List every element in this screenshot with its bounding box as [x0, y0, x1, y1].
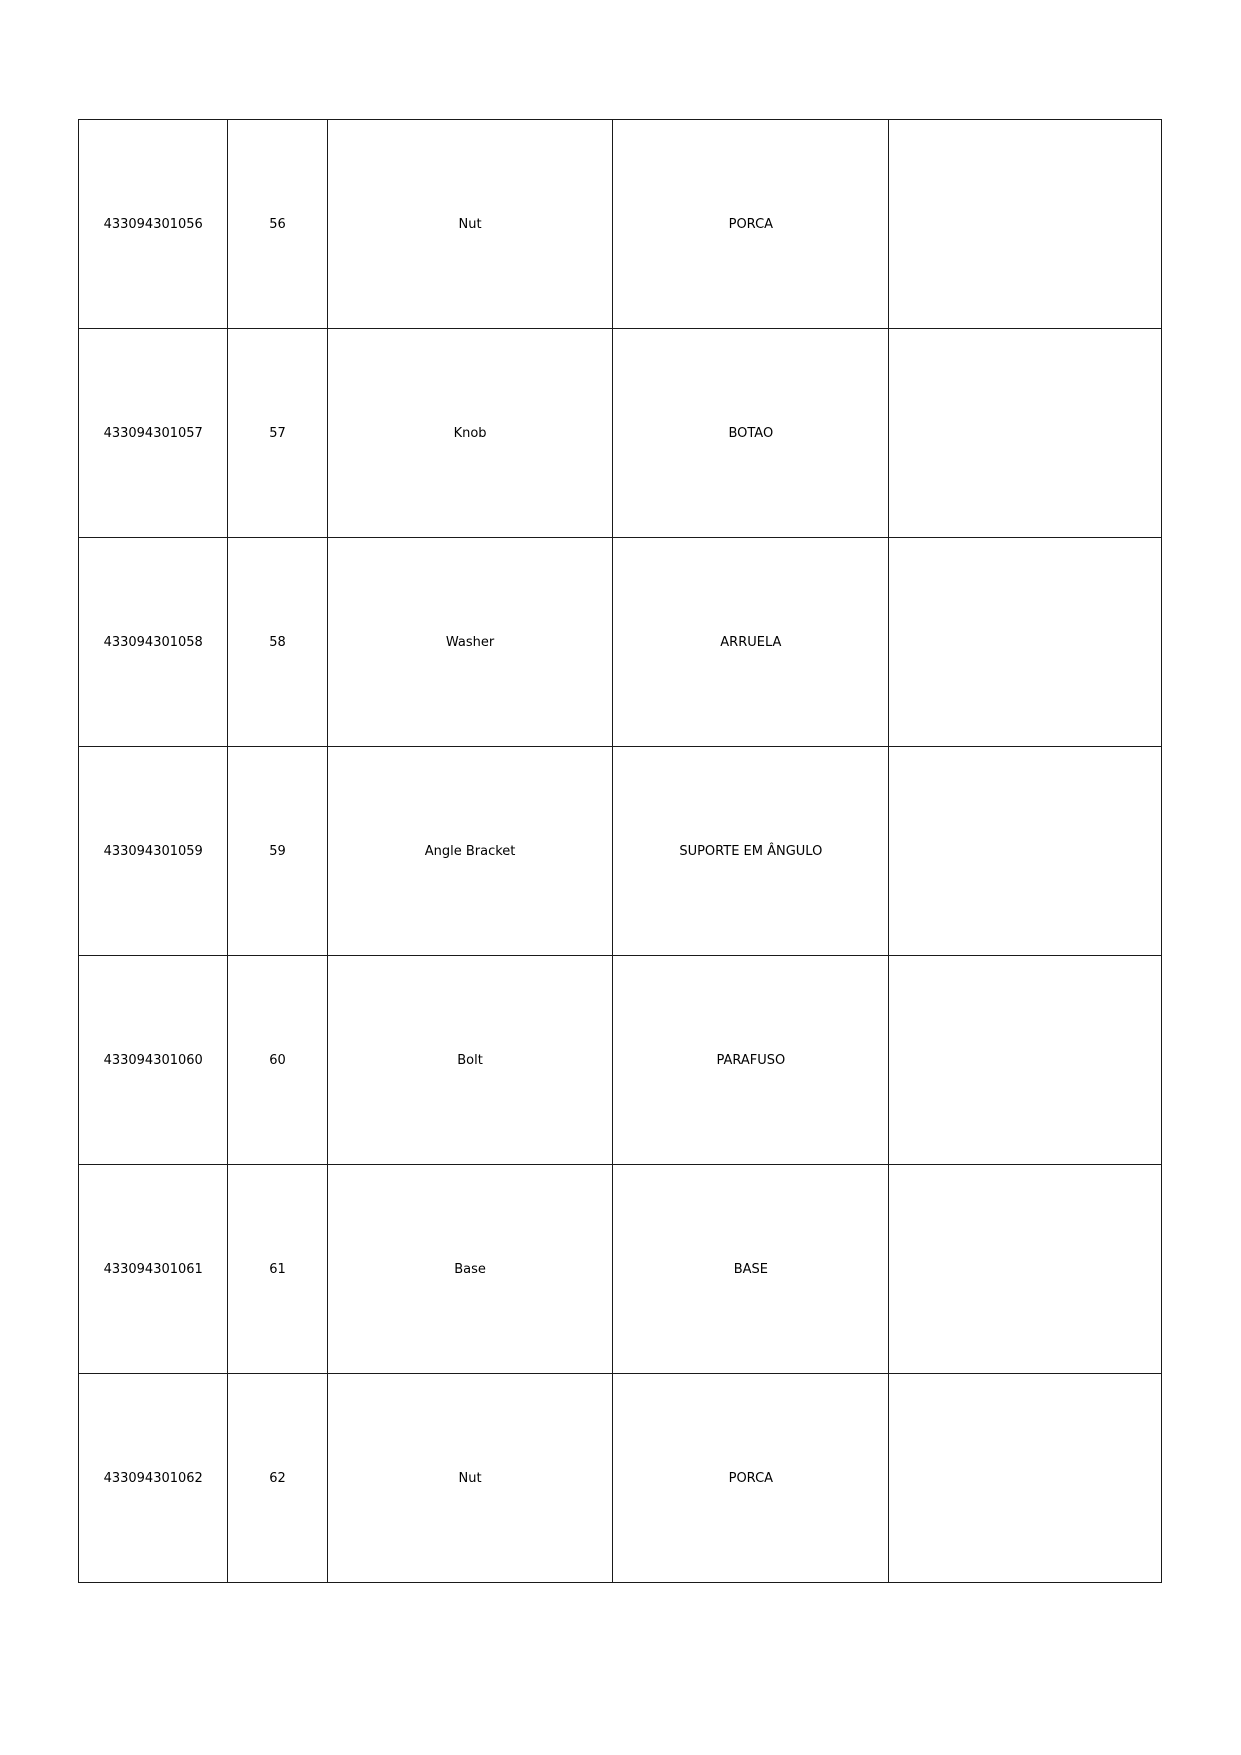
description-pt-cell: PORCA: [613, 120, 889, 329]
notes-cell: [889, 538, 1162, 747]
description-en-cell: Bolt: [327, 956, 613, 1165]
item-number-cell: 61: [228, 1165, 327, 1374]
item-number-cell: 57: [228, 329, 327, 538]
table-row: [79, 747, 1162, 956]
description-pt-cell: BOTAO: [613, 329, 889, 538]
description-en-cell: Knob: [327, 329, 613, 538]
part-code-cell: 433094301062: [79, 1374, 228, 1583]
notes-cell: [889, 956, 1162, 1165]
part-code-cell: 433094301056: [79, 120, 228, 329]
description-en-cell: Nut: [327, 1374, 613, 1583]
description-en-cell: Nut: [327, 120, 613, 329]
description-en-cell: Base: [327, 1165, 613, 1374]
notes-cell: [889, 1374, 1162, 1583]
notes-cell: [889, 1165, 1162, 1374]
item-number-cell: 56: [228, 120, 327, 329]
item-number-cell: 62: [228, 1374, 327, 1583]
parts-table: [78, 119, 1162, 1583]
table-row: [79, 1374, 1162, 1583]
part-code-cell: 433094301059: [79, 747, 228, 956]
part-code-cell: 433094301058: [79, 538, 228, 747]
item-number-cell: 60: [228, 956, 327, 1165]
description-pt-cell: SUPORTE EM ÂNGULO: [613, 747, 889, 956]
part-code-cell: 433094301060: [79, 956, 228, 1165]
description-en-cell: Washer: [327, 538, 613, 747]
description-pt-cell: PORCA: [613, 1374, 889, 1583]
table-row: [79, 1165, 1162, 1374]
item-number-cell: 59: [228, 747, 327, 956]
notes-cell: [889, 747, 1162, 956]
notes-cell: [889, 329, 1162, 538]
part-code-cell: 433094301061: [79, 1165, 228, 1374]
part-code-cell: 433094301057: [79, 329, 228, 538]
notes-cell: [889, 120, 1162, 329]
table-row: [79, 956, 1162, 1165]
table-row: [79, 329, 1162, 538]
description-pt-cell: ARRUELA: [613, 538, 889, 747]
table-row: [79, 538, 1162, 747]
description-pt-cell: BASE: [613, 1165, 889, 1374]
item-number-cell: 58: [228, 538, 327, 747]
description-en-cell: Angle Bracket: [327, 747, 613, 956]
description-pt-cell: PARAFUSO: [613, 956, 889, 1165]
table-row: [79, 120, 1162, 329]
